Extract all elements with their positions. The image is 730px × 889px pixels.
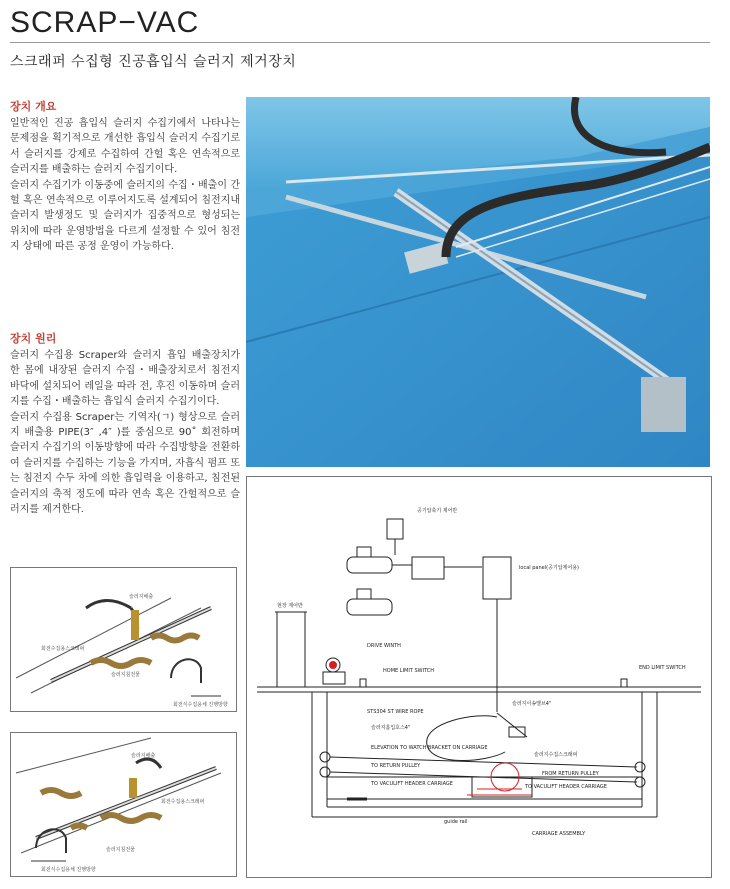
label-vaculift: TO VACULIFT HEADER CARRIAGE xyxy=(371,781,453,787)
fig2-label-discharge: 슬러지배출 xyxy=(131,753,156,759)
label-from-return: FROM RETURN PULLEY xyxy=(542,771,599,777)
principle-paragraph-1: 슬러지 수집용 Scraper와 슬러지 흡입 배출장치가 한 몸에 내장된 슬러지 수집・배출장치로서 침전지 바닥에 설치되어 레일을 따라 전, 후진 이동하며 슬러지를 수집・배출하는 흡입식 슬러지 수집기이다. xyxy=(10,350,240,408)
principle-paragraph-2: 슬러지 수집용 Scraper는 기역자(ㄱ) 형상으로 슬러지 배출용 PIPE(3″ ,4″ )를 중심으로 90˚ 회전하며 슬러지 수집기의 이동방향에 따라 수집방향을 전환하여 슬러지를 수집하는 기능을 가지며, 자흡식 펌프 또는 침전지 수두 차에 의한 흡입력을 이용하고, 침전된 슬러지의 축적 정도에 따라 연속 혹은 간헐적으로 슬러지를 제거한다. xyxy=(10,411,240,516)
label-local-panel: local panel(공기압제어용) xyxy=(519,565,579,571)
label-guide-rail: guide rail xyxy=(444,819,468,825)
label-sludge-pipe: 슬러지이송밸브4" xyxy=(512,701,552,707)
fig1-label-discharge: 슬러지배출 xyxy=(129,594,154,600)
page-subtitle: 스크래퍼 수집형 진공흡입식 슬러지 제거장치 xyxy=(10,54,297,70)
label-compressor-panel: 공기압축기 제어반 xyxy=(417,508,458,514)
overview-paragraph-1: 일반적인 진공 흡입식 슬러지 수집기에서 나타나는 문제점을 획기적으로 개선한 흡입식 슬러지 수집기로서 슬러지를 강제로 수집하여 간헐 혹은 연속적으로 슬러지를 배출하는 슬러지 수집기이다. xyxy=(10,118,240,176)
system-schematic xyxy=(246,476,712,878)
label-home-limit: HOME LIMIT SWITCH xyxy=(383,668,435,674)
fig2-label-scraper: 회전수집용스크레퍼 xyxy=(161,799,205,805)
label-elevation: ELEVATION TO WATCH BRACKET ON CARRIAGE xyxy=(371,745,488,751)
fig2-label-sludge: 슬러지침전물 xyxy=(106,847,135,853)
fig1-caption: 회전식수집용체 진행방향 xyxy=(173,702,228,708)
scraper-diagram-1 xyxy=(10,567,237,712)
label-vaculift-2: TO VACULIFT HEADER CARRIAGE xyxy=(525,784,607,790)
overview-heading: 장치 개요 xyxy=(10,100,57,113)
label-scraper: 슬러지수집스크래퍼 xyxy=(534,752,578,758)
label-end-limit: END LIMIT SWITCH xyxy=(639,665,686,671)
fig1-label-sludge: 슬러지침전물 xyxy=(111,672,140,678)
equipment-photo xyxy=(246,97,710,467)
label-field-panel: 현장 제어반 xyxy=(277,603,303,609)
principle-heading: 장치 원리 xyxy=(10,332,57,345)
scraper-diagram-2 xyxy=(10,732,237,877)
overview-paragraph-2: 슬러지 수집기가 이동중에 슬러지의 수집・배출이 간헐 혹은 연속적으로 이루어지도록 설계되어 침전지내 슬러지 발생정도 및 슬러지가 집중적으로 형성되는 위치에 따라 운영방법을 다르게 설정할 수 있어 침전지 상태에 따른 공정 운영이 가능하다. xyxy=(10,179,240,253)
principle-section xyxy=(10,330,240,517)
fig1-label-scraper: 회전수집용스크레퍼 xyxy=(41,646,85,652)
page-title: SCRAP−VAC xyxy=(10,6,200,39)
label-flex-hose: 슬러지흡입호스4" xyxy=(371,725,411,731)
label-drive-winch: DRIVE WINTH xyxy=(367,643,401,649)
label-return-pulley: TO RETURN PULLEY xyxy=(371,763,421,769)
overview-section xyxy=(10,98,240,255)
fig2-caption: 회전식수집용체 진행방향 xyxy=(41,867,96,873)
label-carriage-assembly: CARRIAGE ASSEMBLY xyxy=(532,831,586,837)
label-wire-rope: STS304 ST WIRE ROPE xyxy=(367,709,424,715)
title-divider xyxy=(10,42,710,43)
